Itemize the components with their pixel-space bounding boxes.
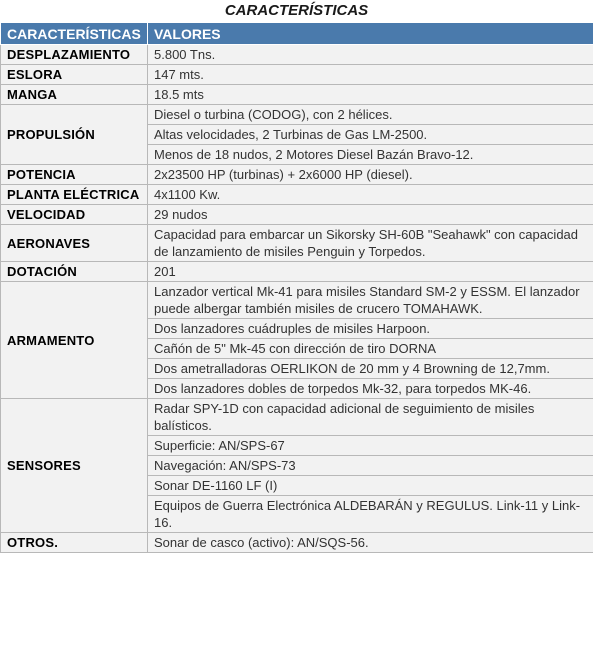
table-row <box>1 225 593 262</box>
row-value: 2x23500 HP (turbinas) + 2x6000 HP (diesel). <box>148 165 593 185</box>
row-value: Navegación: AN/SPS-73 <box>148 456 593 476</box>
row-value: Dos ametralladoras OERLIKON de 20 mm y 4 Browning de 12,7mm. <box>148 359 593 379</box>
table-row <box>1 185 593 205</box>
row-value: Lanzador vertical Mk-41 para misiles Standard SM-2 y ESSM. El lanzador puede albergar también misiles de crucero TOMAHAWK. <box>148 282 593 319</box>
table-row <box>1 85 593 105</box>
row-label: DESPLAZAMIENTO <box>1 45 148 65</box>
row-label: AERONAVES <box>1 225 148 262</box>
row-label: PLANTA ELÉCTRICA <box>1 185 148 205</box>
row-value: Sonar de casco (activo): AN/SQS-56. <box>148 533 593 553</box>
row-label: POTENCIA <box>1 165 148 185</box>
table-row <box>1 533 593 553</box>
row-label: ESLORA <box>1 65 148 85</box>
table-row <box>1 282 593 319</box>
table-row <box>1 105 593 125</box>
row-value: 4x1100 Kw. <box>148 185 593 205</box>
row-value: 29 nudos <box>148 205 593 225</box>
table-row <box>1 65 593 85</box>
page-title: CARACTERÍSTICAS <box>224 2 369 19</box>
table-row <box>1 45 593 65</box>
row-value: Dos lanzadores cuádruples de misiles Harpoon. <box>148 319 593 339</box>
row-value: Capacidad para embarcar un Sikorsky SH-60B "Seahawk" con capacidad de lanzamiento de misiles Penguin y Torpedos. <box>148 225 593 262</box>
table-header <box>1 23 593 45</box>
row-label: MANGA <box>1 85 148 105</box>
row-value: 201 <box>148 262 593 282</box>
table-row <box>1 399 593 436</box>
row-value: 147 mts. <box>148 65 593 85</box>
row-value: Cañón de 5" Mk-45 con dirección de tiro DORNA <box>148 339 593 359</box>
row-label: PROPULSIÓN <box>1 105 148 165</box>
row-value: Dos lanzadores dobles de torpedos Mk-32, para torpedos MK-46. <box>148 379 593 399</box>
row-label: SENSORES <box>1 399 148 533</box>
row-value: 18.5 mts <box>148 85 593 105</box>
row-value: Equipos de Guerra Electrónica ALDEBARÁN y REGULUS. Link-11 y Link-16. <box>148 496 593 533</box>
column-header-values: VALORES <box>148 23 593 45</box>
row-value: Sonar DE-1160 LF (I) <box>148 476 593 496</box>
characteristics-table <box>0 22 593 553</box>
row-label: DOTACIÓN <box>1 262 148 282</box>
row-label: VELOCIDAD <box>1 205 148 225</box>
table-body <box>1 45 593 553</box>
row-value: Diesel o turbina (CODOG), con 2 hélices. <box>148 105 593 125</box>
table-row <box>1 165 593 185</box>
column-header-characteristics: CARACTERÍSTICAS <box>1 23 148 45</box>
table-row <box>1 262 593 282</box>
table-row <box>1 205 593 225</box>
row-label: OTROS. <box>1 533 148 553</box>
row-value: 5.800 Tns. <box>148 45 593 65</box>
row-value: Menos de 18 nudos, 2 Motores Diesel Bazán Bravo-12. <box>148 145 593 165</box>
row-value: Altas velocidades, 2 Turbinas de Gas LM-2500. <box>148 125 593 145</box>
row-value: Superficie: AN/SPS-67 <box>148 436 593 456</box>
row-label: ARMAMENTO <box>1 282 148 399</box>
row-value: Radar SPY-1D con capacidad adicional de seguimiento de misiles balísticos. <box>148 399 593 436</box>
